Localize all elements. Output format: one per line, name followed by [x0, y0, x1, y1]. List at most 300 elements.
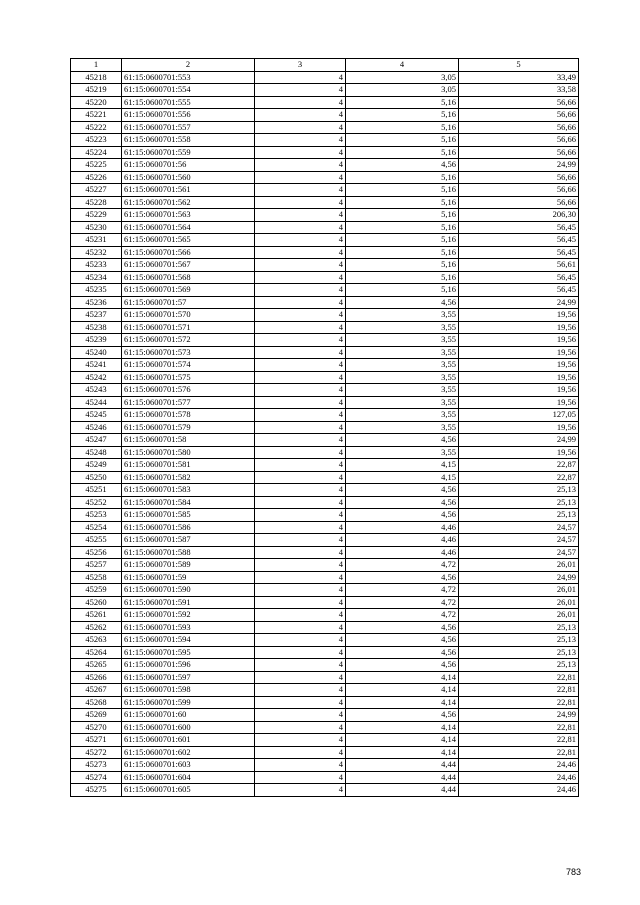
table-cell: 61:15:0600701:591 [122, 596, 255, 609]
table-cell: 61:15:0600701:585 [122, 509, 255, 522]
table-cell: 61:15:0600701:583 [122, 484, 255, 497]
table-cell: 4 [255, 296, 346, 309]
table-cell: 61:15:0600701:594 [122, 634, 255, 647]
table-cell: 19,56 [459, 346, 579, 359]
table-cell: 61:15:0600701:59 [122, 571, 255, 584]
table-cell: 4,56 [346, 621, 459, 634]
table-cell: 3,05 [346, 71, 459, 84]
table-cell: 4,14 [346, 696, 459, 709]
table-cell: 45263 [71, 634, 122, 647]
table-row [71, 296, 579, 309]
table-cell: 4 [255, 84, 346, 97]
table-cell: 45222 [71, 121, 122, 134]
table-cell: 45223 [71, 134, 122, 147]
table-cell: 3,55 [346, 309, 459, 322]
table-row [71, 434, 579, 447]
table-cell: 4,56 [346, 571, 459, 584]
table-cell: 26,01 [459, 609, 579, 622]
table-cell: 61:15:0600701:572 [122, 334, 255, 347]
table-row [71, 484, 579, 497]
table-cell: 4,15 [346, 471, 459, 484]
table-row [71, 459, 579, 472]
table-cell: 24,99 [459, 159, 579, 172]
table-cell: 4 [255, 96, 346, 109]
table-cell: 61:15:0600701:602 [122, 746, 255, 759]
table-row [71, 96, 579, 109]
table-row [71, 571, 579, 584]
table-cell: 45273 [71, 759, 122, 772]
table-cell: 4 [255, 471, 346, 484]
table-cell: 22,81 [459, 734, 579, 747]
table-cell: 4,14 [346, 684, 459, 697]
table-cell: 45255 [71, 534, 122, 547]
table-cell: 45259 [71, 584, 122, 597]
table-cell: 4 [255, 684, 346, 697]
table-cell: 61:15:0600701:575 [122, 371, 255, 384]
table-cell: 4 [255, 246, 346, 259]
table-cell: 3,55 [346, 371, 459, 384]
table-row [71, 196, 579, 209]
table-cell: 24,99 [459, 709, 579, 722]
table-cell: 56,45 [459, 246, 579, 259]
table-row [71, 534, 579, 547]
table-cell: 22,81 [459, 721, 579, 734]
table-cell: 56,66 [459, 96, 579, 109]
table-cell: 45265 [71, 659, 122, 672]
table-cell: 45260 [71, 596, 122, 609]
table-row [71, 71, 579, 84]
table-row [71, 684, 579, 697]
table-cell: 4 [255, 584, 346, 597]
table-cell: 5,16 [346, 171, 459, 184]
table-cell: 4 [255, 71, 346, 84]
table-row [71, 396, 579, 409]
table-cell: 61:15:0600701:587 [122, 534, 255, 547]
table-cell: 4 [255, 109, 346, 122]
table-row [71, 146, 579, 159]
table-row [71, 384, 579, 397]
table-cell: 4,14 [346, 671, 459, 684]
table-row [71, 271, 579, 284]
table-row [71, 359, 579, 372]
table-cell: 22,87 [459, 459, 579, 472]
table-cell: 206,30 [459, 209, 579, 222]
table-cell: 5,16 [346, 234, 459, 247]
table-cell: 45274 [71, 771, 122, 784]
table-cell: 4,72 [346, 596, 459, 609]
table-row [71, 121, 579, 134]
table-cell: 4 [255, 634, 346, 647]
table-row [71, 496, 579, 509]
table-cell: 61:15:0600701:60 [122, 709, 255, 722]
table-cell: 4,56 [346, 509, 459, 522]
table-cell: 45231 [71, 234, 122, 247]
table-cell: 61:15:0600701:595 [122, 646, 255, 659]
table-cell: 61:15:0600701:562 [122, 196, 255, 209]
table-cell: 4 [255, 146, 346, 159]
table-cell: 127,05 [459, 409, 579, 422]
table-cell: 4,46 [346, 546, 459, 559]
table-cell: 22,87 [459, 471, 579, 484]
table-cell: 61:15:0600701:559 [122, 146, 255, 159]
table-cell: 3,55 [346, 421, 459, 434]
table-cell: 4,72 [346, 609, 459, 622]
table-cell: 45272 [71, 746, 122, 759]
table-cell: 4 [255, 221, 346, 234]
table-cell: 4 [255, 346, 346, 359]
table-cell: 19,56 [459, 421, 579, 434]
table-cell: 4 [255, 184, 346, 197]
table-cell: 4 [255, 659, 346, 672]
table-cell: 4,72 [346, 584, 459, 597]
table-cell: 33,49 [459, 71, 579, 84]
table-row [71, 171, 579, 184]
table-cell: 45247 [71, 434, 122, 447]
table-cell: 4 [255, 121, 346, 134]
table-cell: 61:15:0600701:601 [122, 734, 255, 747]
table-cell: 56,45 [459, 234, 579, 247]
table-cell: 22,81 [459, 746, 579, 759]
table-cell: 45248 [71, 446, 122, 459]
table-cell: 4 [255, 484, 346, 497]
table-row [71, 521, 579, 534]
table-cell: 45227 [71, 184, 122, 197]
table-cell: 4 [255, 459, 346, 472]
table-cell: 45254 [71, 521, 122, 534]
table-cell: 4 [255, 621, 346, 634]
table-cell: 4 [255, 546, 346, 559]
table-row [71, 696, 579, 709]
table-cell: 4,56 [346, 496, 459, 509]
table-cell: 19,56 [459, 334, 579, 347]
table-cell: 61:15:0600701:600 [122, 721, 255, 734]
column-header: 5 [459, 59, 579, 72]
table-cell: 5,16 [346, 209, 459, 222]
table-cell: 25,13 [459, 484, 579, 497]
table-cell: 4 [255, 309, 346, 322]
table-cell: 22,81 [459, 696, 579, 709]
table-cell: 45221 [71, 109, 122, 122]
table-cell: 3,55 [346, 346, 459, 359]
column-header: 1 [71, 59, 122, 72]
table-cell: 26,01 [459, 584, 579, 597]
table-cell: 61:15:0600701:557 [122, 121, 255, 134]
table-row [71, 671, 579, 684]
table-row [71, 109, 579, 122]
table-cell: 45244 [71, 396, 122, 409]
table-cell: 22,81 [459, 684, 579, 697]
table-cell: 56,66 [459, 171, 579, 184]
table-cell: 4,56 [346, 484, 459, 497]
table-cell: 25,13 [459, 509, 579, 522]
table-cell: 4 [255, 534, 346, 547]
table-cell: 4,56 [346, 296, 459, 309]
table-cell: 45257 [71, 559, 122, 572]
table-row [71, 471, 579, 484]
table-cell: 3,55 [346, 396, 459, 409]
table-cell: 45270 [71, 721, 122, 734]
table-cell: 4 [255, 496, 346, 509]
table-cell: 4 [255, 571, 346, 584]
table-cell: 45233 [71, 259, 122, 272]
table-cell: 4 [255, 371, 346, 384]
table-cell: 61:15:0600701:586 [122, 521, 255, 534]
table-cell: 56,66 [459, 184, 579, 197]
table-cell: 61:15:0600701:563 [122, 209, 255, 222]
table-cell: 45235 [71, 284, 122, 297]
table-row [71, 184, 579, 197]
table-row [71, 546, 579, 559]
table-cell: 5,16 [346, 146, 459, 159]
table-cell: 45275 [71, 784, 122, 797]
table-cell: 45269 [71, 709, 122, 722]
table-cell: 61:15:0600701:589 [122, 559, 255, 572]
table-cell: 45225 [71, 159, 122, 172]
table-cell: 4 [255, 159, 346, 172]
table-cell: 5,16 [346, 246, 459, 259]
table-cell: 4,46 [346, 521, 459, 534]
table-cell: 4 [255, 734, 346, 747]
table-row [71, 246, 579, 259]
table-cell: 4,44 [346, 771, 459, 784]
table-cell: 4,56 [346, 159, 459, 172]
table-row [71, 784, 579, 797]
table-cell: 61:15:0600701:590 [122, 584, 255, 597]
table-cell: 4 [255, 259, 346, 272]
table-cell: 22,81 [459, 671, 579, 684]
table-cell: 61:15:0600701:570 [122, 309, 255, 322]
table-cell: 19,56 [459, 371, 579, 384]
table-cell: 61:15:0600701:554 [122, 84, 255, 97]
table-cell: 5,16 [346, 221, 459, 234]
table-cell: 56,66 [459, 134, 579, 147]
table-cell: 4 [255, 434, 346, 447]
table-cell: 4 [255, 396, 346, 409]
table-cell: 45228 [71, 196, 122, 209]
table-cell: 61:15:0600701:553 [122, 71, 255, 84]
table-cell: 5,16 [346, 284, 459, 297]
table-cell: 3,55 [346, 334, 459, 347]
table-row [71, 559, 579, 572]
table-row [71, 721, 579, 734]
table-cell: 56,61 [459, 259, 579, 272]
table-cell: 61:15:0600701:569 [122, 284, 255, 297]
table-cell: 61:15:0600701:574 [122, 359, 255, 372]
table-cell: 4 [255, 409, 346, 422]
table-cell: 24,46 [459, 771, 579, 784]
table-cell: 45251 [71, 484, 122, 497]
table-cell: 61:15:0600701:58 [122, 434, 255, 447]
table-cell: 61:15:0600701:558 [122, 134, 255, 147]
table-cell: 24,46 [459, 759, 579, 772]
table-cell: 19,56 [459, 321, 579, 334]
table-cell: 61:15:0600701:576 [122, 384, 255, 397]
table-row [71, 84, 579, 97]
table-row [71, 646, 579, 659]
table-cell: 45268 [71, 696, 122, 709]
table-row [71, 596, 579, 609]
table-cell: 24,99 [459, 571, 579, 584]
table-row [71, 746, 579, 759]
table-row [71, 321, 579, 334]
table-cell: 45226 [71, 171, 122, 184]
table-cell: 4 [255, 509, 346, 522]
table-cell: 26,01 [459, 596, 579, 609]
table-cell: 45245 [71, 409, 122, 422]
table-cell: 45261 [71, 609, 122, 622]
table-row [71, 309, 579, 322]
table-row [71, 134, 579, 147]
table-cell: 61:15:0600701:597 [122, 671, 255, 684]
table-cell: 45264 [71, 646, 122, 659]
table-cell: 45234 [71, 271, 122, 284]
table-body [71, 71, 579, 796]
table-cell: 4 [255, 671, 346, 684]
table-cell: 5,16 [346, 184, 459, 197]
table-cell: 25,13 [459, 634, 579, 647]
table-cell: 61:15:0600701:593 [122, 621, 255, 634]
table-cell: 4 [255, 134, 346, 147]
table-cell: 3,55 [346, 446, 459, 459]
table-cell: 4 [255, 784, 346, 797]
table-row [71, 234, 579, 247]
table-header-row [71, 59, 579, 72]
table-cell: 61:15:0600701:567 [122, 259, 255, 272]
table-row [71, 734, 579, 747]
table-cell: 24,46 [459, 784, 579, 797]
table-cell: 4 [255, 559, 346, 572]
table-cell: 61:15:0600701:57 [122, 296, 255, 309]
table-row [71, 209, 579, 222]
table-cell: 33,58 [459, 84, 579, 97]
table-cell: 56,45 [459, 221, 579, 234]
table-cell: 4,56 [346, 634, 459, 647]
table-cell: 61:15:0600701:599 [122, 696, 255, 709]
table-cell: 4 [255, 609, 346, 622]
table-cell: 4 [255, 721, 346, 734]
table-cell: 4 [255, 384, 346, 397]
table-cell: 4,46 [346, 534, 459, 547]
table-cell: 61:15:0600701:573 [122, 346, 255, 359]
table-cell: 3,05 [346, 84, 459, 97]
table-cell: 5,16 [346, 271, 459, 284]
table-cell: 61:15:0600701:598 [122, 684, 255, 697]
table-cell: 4,56 [346, 434, 459, 447]
table-cell: 45219 [71, 84, 122, 97]
table-cell: 24,99 [459, 296, 579, 309]
table-row [71, 421, 579, 434]
table-cell: 61:15:0600701:571 [122, 321, 255, 334]
table-cell: 25,13 [459, 659, 579, 672]
table-cell: 19,56 [459, 384, 579, 397]
table-cell: 5,16 [346, 109, 459, 122]
table-cell: 4,14 [346, 746, 459, 759]
data-table [70, 58, 579, 797]
table-cell: 4 [255, 709, 346, 722]
table-cell: 61:15:0600701:577 [122, 396, 255, 409]
table-row [71, 284, 579, 297]
table-cell: 24,57 [459, 546, 579, 559]
table-row [71, 446, 579, 459]
table-cell: 61:15:0600701:565 [122, 234, 255, 247]
table-cell: 4 [255, 234, 346, 247]
table-cell: 56,66 [459, 146, 579, 159]
table-cell: 61:15:0600701:579 [122, 421, 255, 434]
table-cell: 4 [255, 284, 346, 297]
table-cell: 61:15:0600701:561 [122, 184, 255, 197]
table-cell: 45252 [71, 496, 122, 509]
table-row [71, 509, 579, 522]
table-cell: 56,45 [459, 284, 579, 297]
table-cell: 24,57 [459, 521, 579, 534]
table-cell: 61:15:0600701:582 [122, 471, 255, 484]
column-header: 3 [255, 59, 346, 72]
table-row [71, 621, 579, 634]
table-cell: 4 [255, 759, 346, 772]
table-cell: 45249 [71, 459, 122, 472]
table-row [71, 159, 579, 172]
table-cell: 61:15:0600701:580 [122, 446, 255, 459]
column-header: 2 [122, 59, 255, 72]
table-cell: 45250 [71, 471, 122, 484]
table-cell: 45246 [71, 421, 122, 434]
table-cell: 61:15:0600701:592 [122, 609, 255, 622]
table-cell: 45271 [71, 734, 122, 747]
table-cell: 61:15:0600701:588 [122, 546, 255, 559]
table-cell: 45241 [71, 359, 122, 372]
table-cell: 4 [255, 521, 346, 534]
table-cell: 4,15 [346, 459, 459, 472]
table-cell: 5,16 [346, 134, 459, 147]
table-cell: 4 [255, 771, 346, 784]
table-row [71, 334, 579, 347]
table-cell: 24,57 [459, 534, 579, 547]
table-cell: 3,55 [346, 359, 459, 372]
table-row [71, 759, 579, 772]
table-cell: 5,16 [346, 96, 459, 109]
table-cell: 4 [255, 596, 346, 609]
table-cell: 45242 [71, 371, 122, 384]
table-cell: 61:15:0600701:560 [122, 171, 255, 184]
table-cell: 25,13 [459, 496, 579, 509]
table-cell: 45256 [71, 546, 122, 559]
table-cell: 61:15:0600701:578 [122, 409, 255, 422]
table-cell: 45224 [71, 146, 122, 159]
table-cell: 4 [255, 421, 346, 434]
table-cell: 4,14 [346, 721, 459, 734]
table-cell: 45258 [71, 571, 122, 584]
table-cell: 4,56 [346, 646, 459, 659]
table-cell: 4 [255, 271, 346, 284]
table-cell: 4 [255, 446, 346, 459]
table-cell: 4 [255, 209, 346, 222]
table-row [71, 259, 579, 272]
table-cell: 61:15:0600701:596 [122, 659, 255, 672]
table-cell: 4,14 [346, 734, 459, 747]
table-cell: 56,66 [459, 196, 579, 209]
table-cell: 61:15:0600701:568 [122, 271, 255, 284]
table-cell: 19,56 [459, 396, 579, 409]
table-cell: 4 [255, 196, 346, 209]
table-cell: 3,55 [346, 321, 459, 334]
table-cell: 45230 [71, 221, 122, 234]
table-cell: 45243 [71, 384, 122, 397]
table-cell: 3,55 [346, 409, 459, 422]
table-cell: 4,72 [346, 559, 459, 572]
table-cell: 45262 [71, 621, 122, 634]
table-cell: 4 [255, 696, 346, 709]
table-cell: 61:15:0600701:564 [122, 221, 255, 234]
